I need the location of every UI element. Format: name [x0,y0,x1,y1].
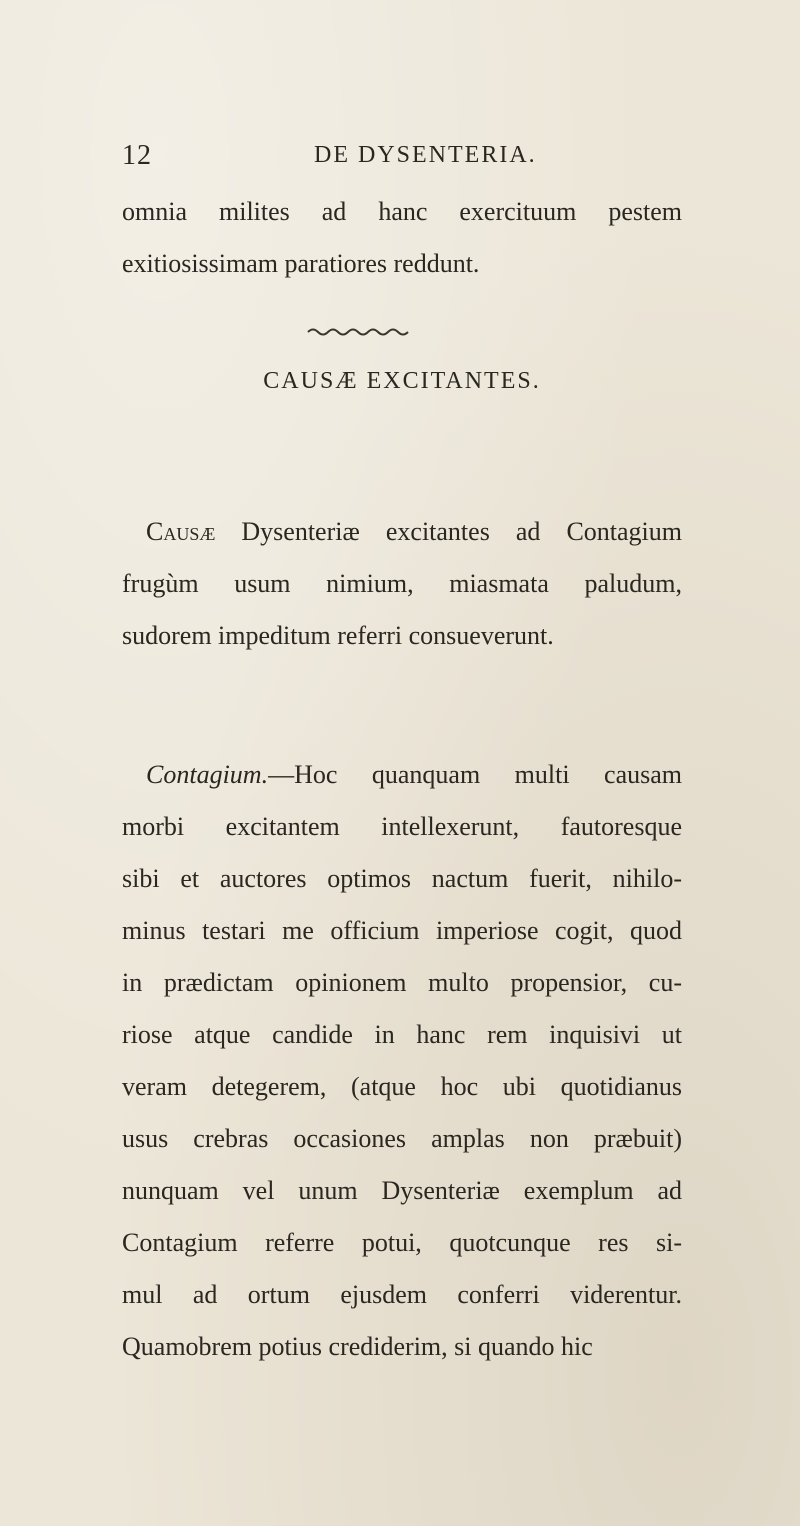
section-ornament [306,326,410,336]
text-line [122,749,682,801]
text-line: Contagium referre potui, quotcunque res si- [122,1228,682,1257]
text-line: exitiosissimam paratiores reddunt. [122,249,480,278]
text-line [122,506,682,558]
intro-paragraph [122,186,682,290]
text-line: veram detegerem, (atque hoc ubi quotidianus [122,1072,682,1101]
text-line: mul ad ortum ejusdem conferri viderentur. [122,1280,682,1309]
text-line: morbi excitantem intellexerunt, fautoresque [122,812,682,841]
text-line: nunquam vel unum Dysenteriæ exemplum ad [122,1176,682,1205]
text-line: riose atque candide in hanc rem inquisivi ut [122,1020,682,1049]
text-line: in prædictam opinionem multo propensior, cu- [122,968,682,997]
text-line: usus crebras occasiones amplas non præbuit) [122,1124,682,1153]
text-line: sudorem impeditum referri consueverunt. [122,621,554,650]
text-line: Quamobrem potius crediderim, si quando hic [122,1332,593,1361]
line-rest: Dysenteriæ excitantes ad Contagium [215,517,682,546]
causae-paragraph [122,506,682,662]
page-header [122,140,682,180]
text-line: minus testari me officium imperiose cogit, quod [122,916,682,945]
lead-word: Contagium. [146,760,269,789]
page-number: 12 [122,140,152,171]
text-line: frugùm usum nimium, miasmata paludum, [122,569,682,598]
text-line: sibi et auctores optimos nactum fuerit, nihilo- [122,864,682,893]
lead-word: Causæ [146,517,216,546]
text-line: omnia milites ad hanc exercituum pestem [122,197,682,226]
contagium-paragraph [122,749,682,1373]
running-title: DE DYSENTERIA. [314,142,537,168]
line-rest: —Hoc quanquam multi causam [268,760,682,789]
section-heading: CAUSÆ EXCITANTES. [263,368,541,394]
